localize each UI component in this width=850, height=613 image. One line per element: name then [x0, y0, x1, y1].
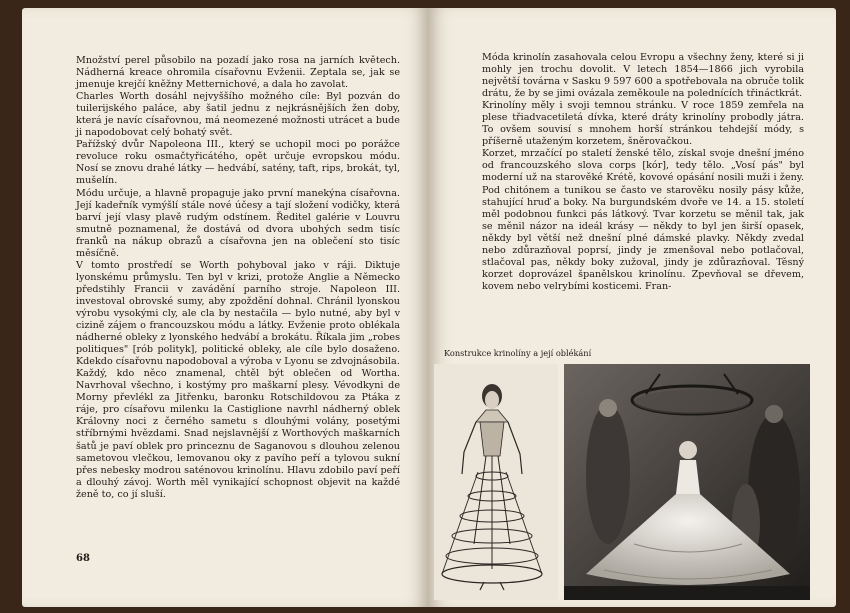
crinoline-frame-illustration	[434, 364, 558, 600]
crinoline-drawing	[434, 364, 558, 600]
right-page-text	[482, 52, 804, 293]
crinoline-dressing-scene	[564, 364, 810, 600]
figure-caption: Konstrukce krinolíny a její oblékání	[444, 348, 592, 358]
paragraph: Korzet, mrzačící po staletí ženské tělo, získal svoje dnešní jméno od francouzského slova corps [kór], tedy tělo. „Vosí pás" byl moderní už na starověké Krétě, kovové opásání nosili muži i ženy. Pod chitónem a tunikou se často ve starověku nosily pásy kůže, stahující hruď a boky. Na burgundském dvoře ve 14. a 15. století měl podobnou funkci pás látkový. Tvar korzetu se měnil tak, jak se měnil názor na ideál krásy — někdy to byl jen širší opasek, někdy byl větší než dnešní plné dámské plavky. Někdy zvedal nebo zdůrazňoval poprsí, jindy je zmenšoval nebo potlačoval, stlačoval pas, někdy boky zužoval, jindy je zdůrazňoval. Těsný korzet doprovázel španělskou krinolínu. Zpevňoval se dřevem, kovem nebo velrybími kosticemi. Fran-	[482, 148, 804, 292]
paragraph: Charles Worth dosáhl nejvyššího možného cíle: Byl pozván do tuilerijského paláce, aby šatil jednu z nejkrásnějších žen doby, která je navíc císařovnou, má neomezené možnosti utrácet a bude ji napodobovat celý bohatý svět.	[76, 91, 400, 139]
left-page	[22, 8, 428, 607]
paragraph: Množství perel působilo na pozadí jako rosa na jarních květech. Nádherná kreace ohromila císařovnu Evženii. Zeptala se, jak se jmenuje krejčí kněžny Metternichové, a dala ho zavolat.	[76, 55, 400, 91]
paragraph: Každý, kdo něco znamenal, chtěl být oblečen od Wortha. Navrhoval všechno, i kostýmy pro maškarní plesy. Vévodkyni de Morny převlékl za Jitřenku, baronku Rotschildovou za Ptáka z ráje, pro císařovu milenku la Castiglione navrhl nádherný oblek Královny noci z černého sametu s dlouhými volány, posetými stříbrnými hvězdami. Snad nejslavnější z Worthových maškarních šatů je paví oblek pro princeznu de Saganovou s dlouhou zelenou sametovou vlečkou, lemovanou oky z pavího peří a tylovou sukní přes nebesky modrou saténovou krinolínu. Hlavu zdobilo paví peří a dlouhý závoj. Worth měl vynikající schopnost objevit na každé ženě to, co jí sluší.	[76, 368, 400, 500]
paragraph: Pařížský dvůr Napoleona III., který se uchopil moci po porážce revoluce roku osmačtyřicátého, opět určuje evropskou módu. Nosí se znovu drahé látky — hedvábí, satény, taft, rips, brokát, tyl, mušelín.	[76, 139, 400, 187]
right-page	[428, 8, 836, 607]
film-still-photo	[564, 364, 810, 600]
paragraph: Módu určuje, a hlavně propaguje jako první manekýna císařovna. Její kadeřník vymýšlí stále nové účesy a tají složení vodičky, která barví její vlasy plavě rudým odstínem. Ředitel galérie v Louvru smutně poznamenal, že dostává od dvora ubohých sedm tisíc franků na nákup obrazů a císařovna jen na oblečení sto tisíc měsíčně.	[76, 187, 400, 259]
paragraph: V tomto prostředí se Worth pohyboval jako v ráji. Diktuje lyonskému průmyslu. Ten byl v krizi, protože Anglie a Německo předstihly Francii v zavádění parního stroje. Napoleon III. investoval obrovské sumy, aby zpoždění dohnal. Chránil lyonskou výrobu vysokými cly, ale cla by nestačila — bylo nutné, aby byl v cizině zájem o francouzskou módu a látky. Evženie proto oblékala nádherné obleky z lyonského hedvábí a brokátu. Říkala jim „robes politiques" [rób polityk], politické obleky, ale cíle bylo dosaženo. Kdekdo císařovnu napodoboval a výroba v Lyonu se zdvojnásobila.	[76, 259, 400, 368]
page-number: 68	[76, 553, 90, 564]
paragraph: Móda krinolín zasahovala celou Evropu a všechny ženy, které si ji mohly jen trochu dovolit. V letech 1854—1866 jich vyrobila největší továrna v Sasku 9 597 600 a spotřebovala na obruče tolik drátu, že by se jimi ovázala zeměkoule na polednících třináctkrát.	[482, 52, 804, 100]
left-page-text	[76, 55, 400, 501]
paragraph: Krinolíny měly i svoji temnou stránku. V roce 1859 zemřela na plese třiadvacetiletá dívka, které dráty krinolíny probodly játra. To ovšem souvisí s mnohem horší stránkou tehdejší módy, s příšerně utaženým korzetem, šněrovačkou.	[482, 100, 804, 148]
